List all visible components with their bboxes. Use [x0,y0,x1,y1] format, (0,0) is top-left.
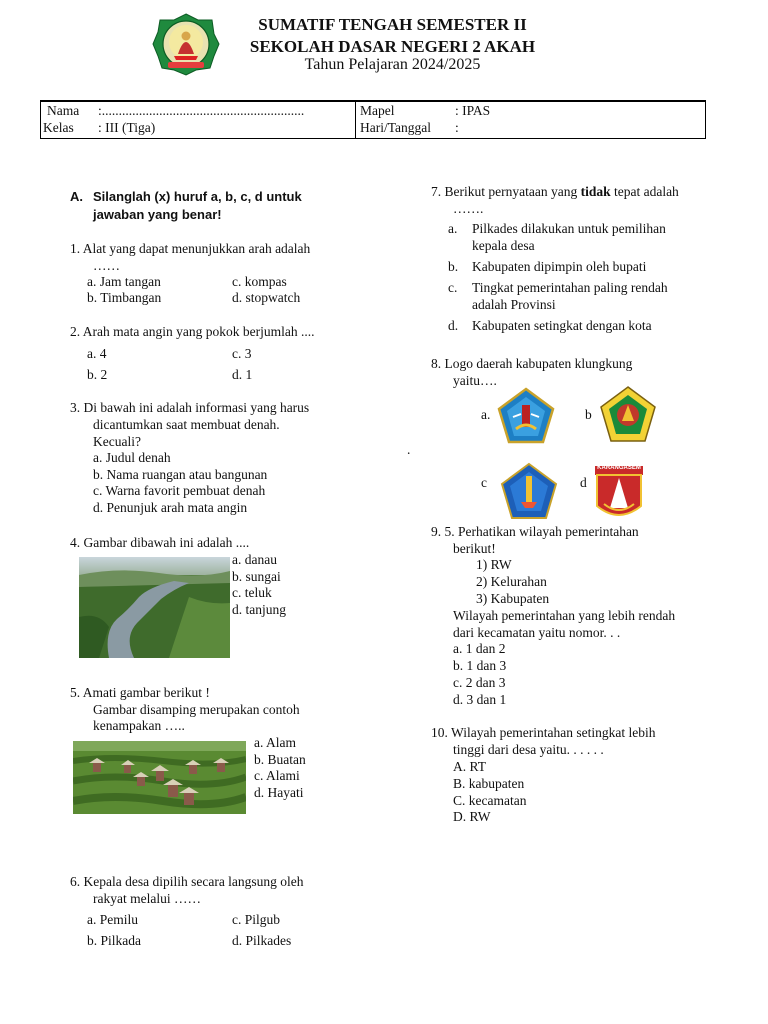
q4-option-c[interactable]: c. teluk [232,585,272,600]
logo-option-d-icon[interactable] [592,464,652,524]
q7-option-c-2: adalah Provinsi [472,297,556,312]
q9-item-3: 3) Kabupaten [476,591,550,606]
q4-text: 4. Gambar dibawah ini adalah .... [70,535,250,550]
q7-option-c[interactable]: Tingkat pemerintahan paling rendah [472,280,668,295]
q7-label-a: a. [448,221,458,236]
q7-option-d[interactable]: Kabupaten setingkat dengan kota [472,318,652,333]
q3-option-d[interactable]: d. Penunjuk arah mata angin [93,500,248,515]
q5-option-b[interactable]: b. Buatan [254,752,306,767]
kelas-value: : III (Tiga) [98,120,156,135]
kelas-label: Kelas [43,120,74,135]
stray-dot: . [407,442,411,457]
q7-text-2: ……. [453,201,484,216]
q3-text: 3. Di bawah ini adalah informasi yang harus [70,400,310,415]
q6-option-d[interactable]: d. Pilkades [232,933,292,948]
q5-text-2: Gambar disamping merupakan contoh [93,702,300,717]
q8-text: 8. Logo daerah kabupaten klungkung [431,356,633,371]
mapel-value: : IPAS [455,103,491,118]
q7-option-a-2: kepala desa [472,238,535,253]
q2-option-c[interactable]: c. 3 [232,346,252,361]
identity-table [40,100,706,139]
q4-option-a[interactable]: a. danau [232,552,277,567]
logo-option-c-icon[interactable] [499,462,559,522]
q9-item-2: 2) Kelurahan [476,574,547,589]
q7-text: 7. Berikut pernyataan yang tidak tepat adalah [431,184,679,199]
q8-label-c: c [481,475,487,490]
table-divider [355,102,356,138]
q1-option-d[interactable]: d. stopwatch [232,290,301,305]
q7-label-d: d. [448,318,459,333]
q6-option-b[interactable]: b. Pilkada [87,933,141,948]
academic-year: Tahun Pelajaran 2024/2025 [304,56,481,73]
section-instruction: Silanglah (x) huruf a, b, c, d untuk [93,189,302,204]
q2-option-a[interactable]: a. 4 [87,346,107,361]
q4-option-d[interactable]: d. tanjung [232,602,286,617]
q9-option-b[interactable]: b. 1 dan 3 [453,658,507,673]
q10-option-d[interactable]: D. RW [453,809,491,824]
q10-text: 10. Wilayah pemerintahan setingkat lebih [431,725,656,740]
q7-label-c: c. [448,280,458,295]
logo-option-b-icon[interactable] [598,385,658,445]
mapel-label: Mapel [360,103,395,118]
q5-option-a[interactable]: a. Alam [254,735,296,750]
q10-option-b[interactable]: B. kabupaten [453,776,525,791]
q1-option-a[interactable]: a. Jam tangan [87,274,161,289]
hari-label: Hari/Tanggal [360,120,432,135]
q8-label-a: a. [481,407,491,422]
q3-option-c[interactable]: c. Warna favorit pembuat denah [93,483,266,498]
q9-text-3: Wilayah pemerintahan yang lebih rendah [453,608,676,623]
q9-option-c[interactable]: c. 2 dan 3 [453,675,506,690]
q5-text: 5. Amati gambar berikut ! [70,685,210,700]
page-title: SUMATIF TENGAH SEMESTER II [258,15,527,34]
q6-option-a[interactable]: a. Pemilu [87,912,138,927]
q6-text-2: rakyat melalui …… [93,891,201,906]
section-letter: A. [70,189,83,204]
q9-option-a[interactable]: a. 1 dan 2 [453,641,506,656]
q9-text-4: dari kecamatan yaitu nomor. . . [453,625,621,640]
q7-keyword: tidak [580,184,611,199]
hari-field[interactable]: : [455,120,459,135]
q1-option-b[interactable]: b. Timbangan [87,290,162,305]
q6-option-c[interactable]: c. Pilgub [232,912,281,927]
q5-option-c[interactable]: c. Alami [254,768,300,783]
q6-text: 6. Kepala desa dipilih secara langsung oleh [70,874,304,889]
q9-text: 9. 5. Perhatikan wilayah pemerintahan [431,524,639,539]
karangasem-banner: KARANGASEM [597,465,641,471]
q10-option-c[interactable]: C. kecamatan [453,793,527,808]
river-image [79,557,230,658]
q5-option-d[interactable]: d. Hayati [254,785,304,800]
q3-option-b[interactable]: b. Nama ruangan atau bangunan [93,467,268,482]
tea-plantation-image [73,741,246,814]
q9-text-2: berikut! [453,541,496,556]
q3-text-2: dicantumkan saat membuat denah. [93,417,280,432]
q9-item-1: 1) RW [476,557,512,572]
q2-text: 2. Arah mata angin yang pokok berjumlah .... [70,324,315,339]
q10-text-2: tinggi dari desa yaitu. . . . . . [453,742,604,757]
section-instruction-2: jawaban yang benar! [93,207,222,222]
q7-option-b[interactable]: Kabupaten dipimpin oleh bupati [472,259,647,274]
q5-text-3: kenampakan ….. [93,718,185,733]
q8-text-2: yaitu…. [453,373,497,388]
q2-option-d[interactable]: d. 1 [232,367,253,382]
q7-label-b: b. [448,259,459,274]
q8-label-b: b [585,407,592,422]
nama-field[interactable]: :............................................................ [98,103,305,118]
logo-option-a-icon[interactable] [496,387,556,447]
q1-option-c[interactable]: c. kompas [232,274,287,289]
nama-label: Nama [47,103,80,118]
q10-option-a[interactable]: A. RT [453,759,486,774]
q1-text: 1. Alat yang dapat menunjukkan arah adalah [70,241,311,256]
q3-text-3: Kecuali? [93,434,141,449]
school-name: SEKOLAH DASAR NEGERI 2 AKAH [249,37,536,56]
q4-option-b[interactable]: b. sungai [232,569,281,584]
q3-option-a[interactable]: a. Judul denah [93,450,171,465]
q7-option-a[interactable]: Pilkades dilakukan untuk pemilihan [472,221,666,236]
q8-label-d: d [580,475,587,490]
q9-option-d[interactable]: d. 3 dan 1 [453,692,507,707]
q2-option-b[interactable]: b. 2 [87,367,108,382]
q1-text-2: …… [93,258,120,273]
